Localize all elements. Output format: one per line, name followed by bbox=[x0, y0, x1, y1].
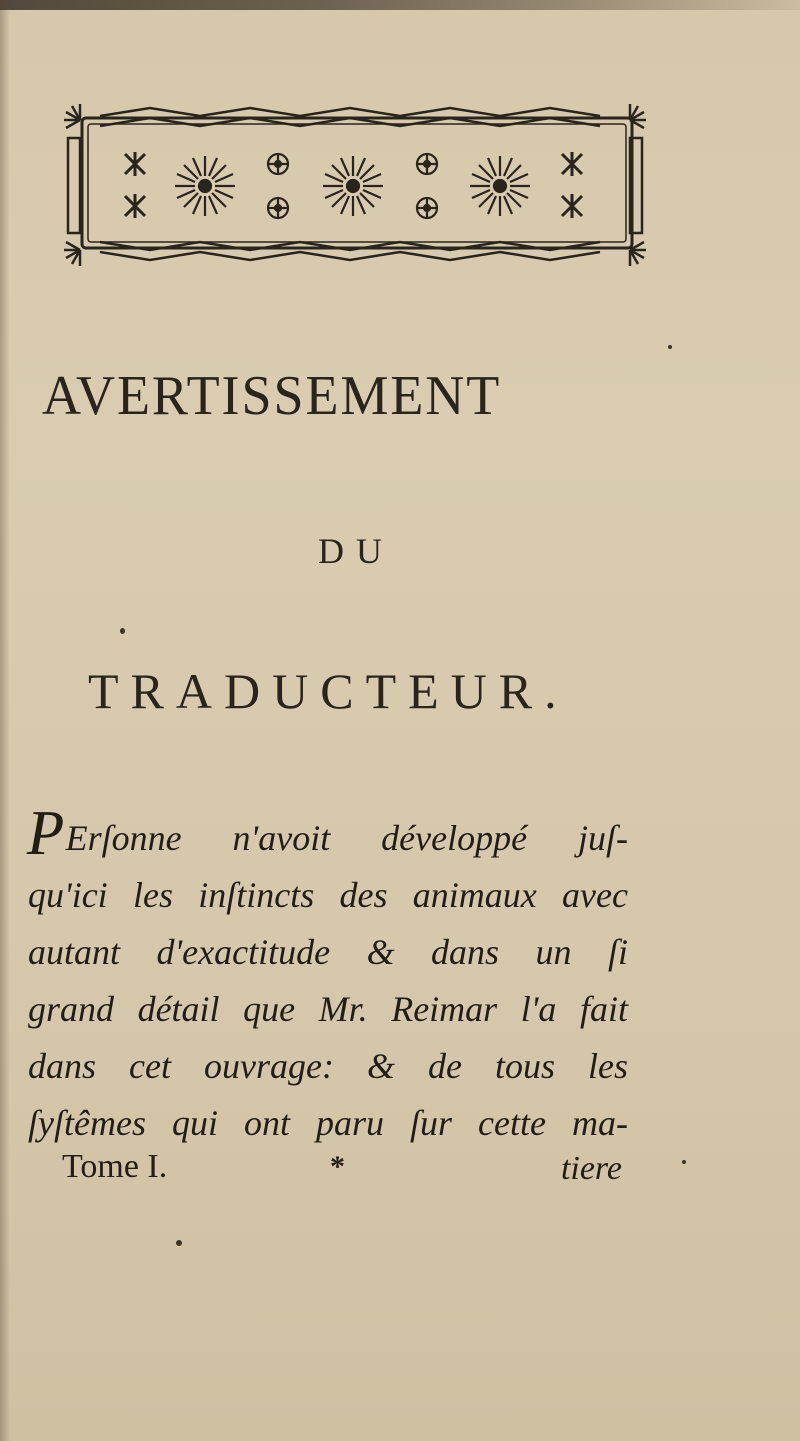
title-traducteur: TRADUCTEUR. bbox=[88, 663, 569, 719]
body-paragraph bbox=[21, 797, 628, 1152]
ink-speck bbox=[668, 345, 672, 349]
page-top-edge bbox=[0, 0, 800, 10]
text-line-3: autant d'exactitude & dans un ſi bbox=[28, 932, 628, 972]
title-du: DU bbox=[318, 531, 394, 571]
drop-cap: P bbox=[21, 797, 70, 868]
text-line-4: grand détail que Mr. Reimar l'a fait bbox=[28, 989, 628, 1029]
ink-speck bbox=[682, 1160, 686, 1164]
page-footer bbox=[62, 1148, 622, 1198]
title-avertissement: AVERTISSEMENT bbox=[42, 365, 502, 427]
text-line bbox=[21, 797, 628, 868]
text-line-6: ſyſtêmes qui ont paru ſur cette ma- bbox=[28, 1103, 628, 1143]
text-line-2: qu'ici les inſtincts des animaux avec bbox=[28, 875, 628, 915]
signature-mark: * bbox=[330, 1150, 345, 1183]
page-gutter-shadow bbox=[0, 0, 10, 1441]
text-line-1: Erſonne n'avoit développé juſ- bbox=[65, 818, 628, 858]
ink-speck bbox=[120, 628, 125, 634]
ink-speck bbox=[176, 1240, 182, 1246]
headpiece-ornament bbox=[60, 98, 650, 273]
catchword: tiere bbox=[560, 1150, 622, 1187]
volume-label: Tome I. bbox=[62, 1148, 168, 1185]
text-line-5: dans cet ouvrage: & de tous les bbox=[28, 1046, 628, 1086]
